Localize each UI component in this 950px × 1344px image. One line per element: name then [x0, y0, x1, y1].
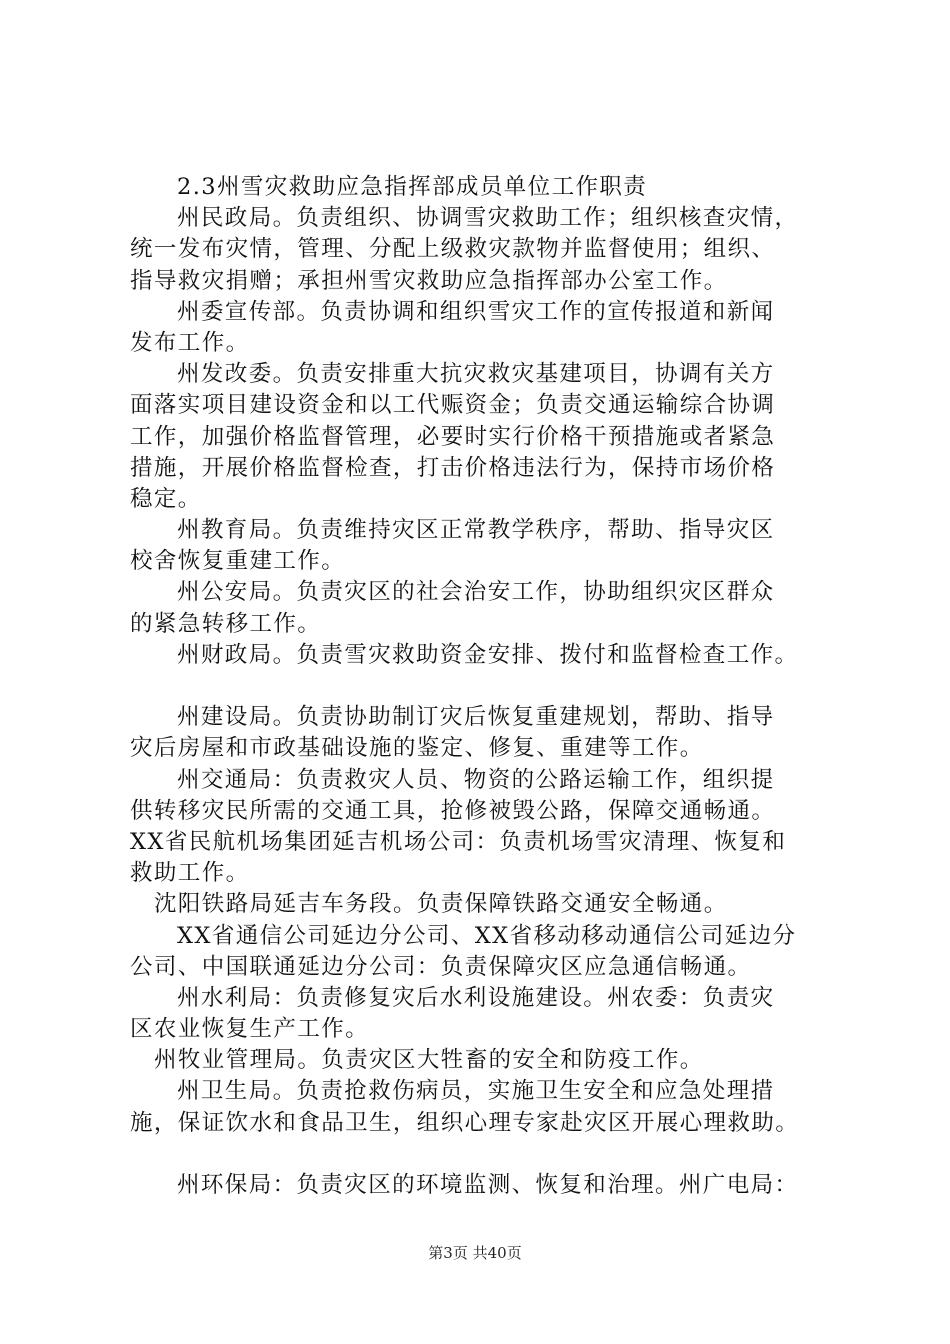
document-body	[130, 172, 830, 1201]
paragraph-line: 州公安局。负责灾区的社会治安工作，协助组织灾区群众	[177, 579, 775, 606]
paragraph-line: 州交通局：负责救灾人员、物资的公路运输工作，组织提	[177, 766, 775, 793]
blank-line	[130, 1139, 830, 1170]
paragraph-line: 灾后房屋和市政基础设施的鉴定、修复、重建等工作。	[130, 735, 704, 762]
paragraph-line: 沈阳铁路局延吉车务段。负责保障铁路交通安全畅通。	[154, 891, 728, 918]
paragraph-line: 州财政局。负责雪灾救助资金安排、拨付和监督检查工作。	[177, 641, 799, 668]
paragraph-line: 发布工作。	[130, 329, 250, 356]
paragraph-line: 州卫生局。负责抢救伤病员，实施卫生安全和应急处理措	[177, 1078, 775, 1105]
paragraph-line: 州环保局：负责灾区的环境监测、恢复和治理。州广电局：	[177, 1172, 799, 1198]
paragraph-line: 州教育局。负责维持灾区正常教学秩序，帮助、指导灾区	[177, 517, 775, 544]
paragraph-line: 州水利局：负责修复灾后水利设施建设。州农委：负责灾	[177, 984, 775, 1011]
paragraph-line: 校舍恢复重建工作。	[130, 548, 346, 575]
blank-line	[130, 671, 830, 702]
paragraph-line: 的紧急转移工作。	[130, 610, 322, 637]
paragraph-line: 指导救灾捐赠；承担州雪灾救助应急指挥部办公室工作。	[130, 267, 728, 294]
section-heading: 2.3州雪灾救助应急指挥部成员单位工作职责	[177, 174, 648, 200]
paragraph-line: 州发改委。负责安排重大抗灾救灾基建项目，协调有关方	[177, 361, 775, 388]
paragraph-line: 州委宣传部。负责协调和组织雪灾工作的宣传报道和新闻	[177, 298, 775, 325]
paragraph-line: 措施，开展价格监督检查，打击价格违法行为，保持市场价格	[130, 454, 776, 481]
paragraph-line: 工作，加强价格监督管理，必要时实行价格干预措施或者紧急	[130, 423, 776, 450]
paragraph-line: XX省通信公司延边分公司、XX省移动移动通信公司延边分	[177, 922, 797, 949]
paragraph-line: 区农业恢复生产工作。	[130, 1016, 370, 1043]
paragraph-line: 供转移灾民所需的交通工具，抢修被毁公路，保障交通畅通。	[130, 797, 776, 824]
paragraph-line: 救助工作。	[130, 860, 250, 887]
page-footer: 第3页 共40页	[428, 1244, 522, 1262]
paragraph-line: 稳定。	[130, 485, 202, 512]
paragraph-line: 面落实项目建设资金和以工代赈资金；负责交通运输综合协调	[130, 392, 776, 419]
paragraph-line: 统一发布灾情，管理、分配上级救灾款物并监督使用；组织、	[130, 236, 776, 263]
paragraph-line: 州牧业管理局。负责灾区大牲畜的安全和防疫工作。	[154, 1047, 704, 1074]
paragraph-line: 州民政局。负责组织、协调雪灾救助工作；组织核查灾情，	[177, 205, 799, 232]
paragraph-line: 公司、中国联通延边分公司：负责保障灾区应急通信畅通。	[130, 953, 752, 980]
paragraph-line: 施，保证饮水和食品卫生，组织心理专家赴灾区开展心理救助。	[130, 1109, 800, 1136]
paragraph-line: XX省民航机场集团延吉机场公司：负责机场雪灾清理、恢复和	[130, 828, 787, 855]
paragraph-line: 州建设局。负责协助制订灾后恢复重建规划，帮助、指导	[177, 704, 775, 731]
